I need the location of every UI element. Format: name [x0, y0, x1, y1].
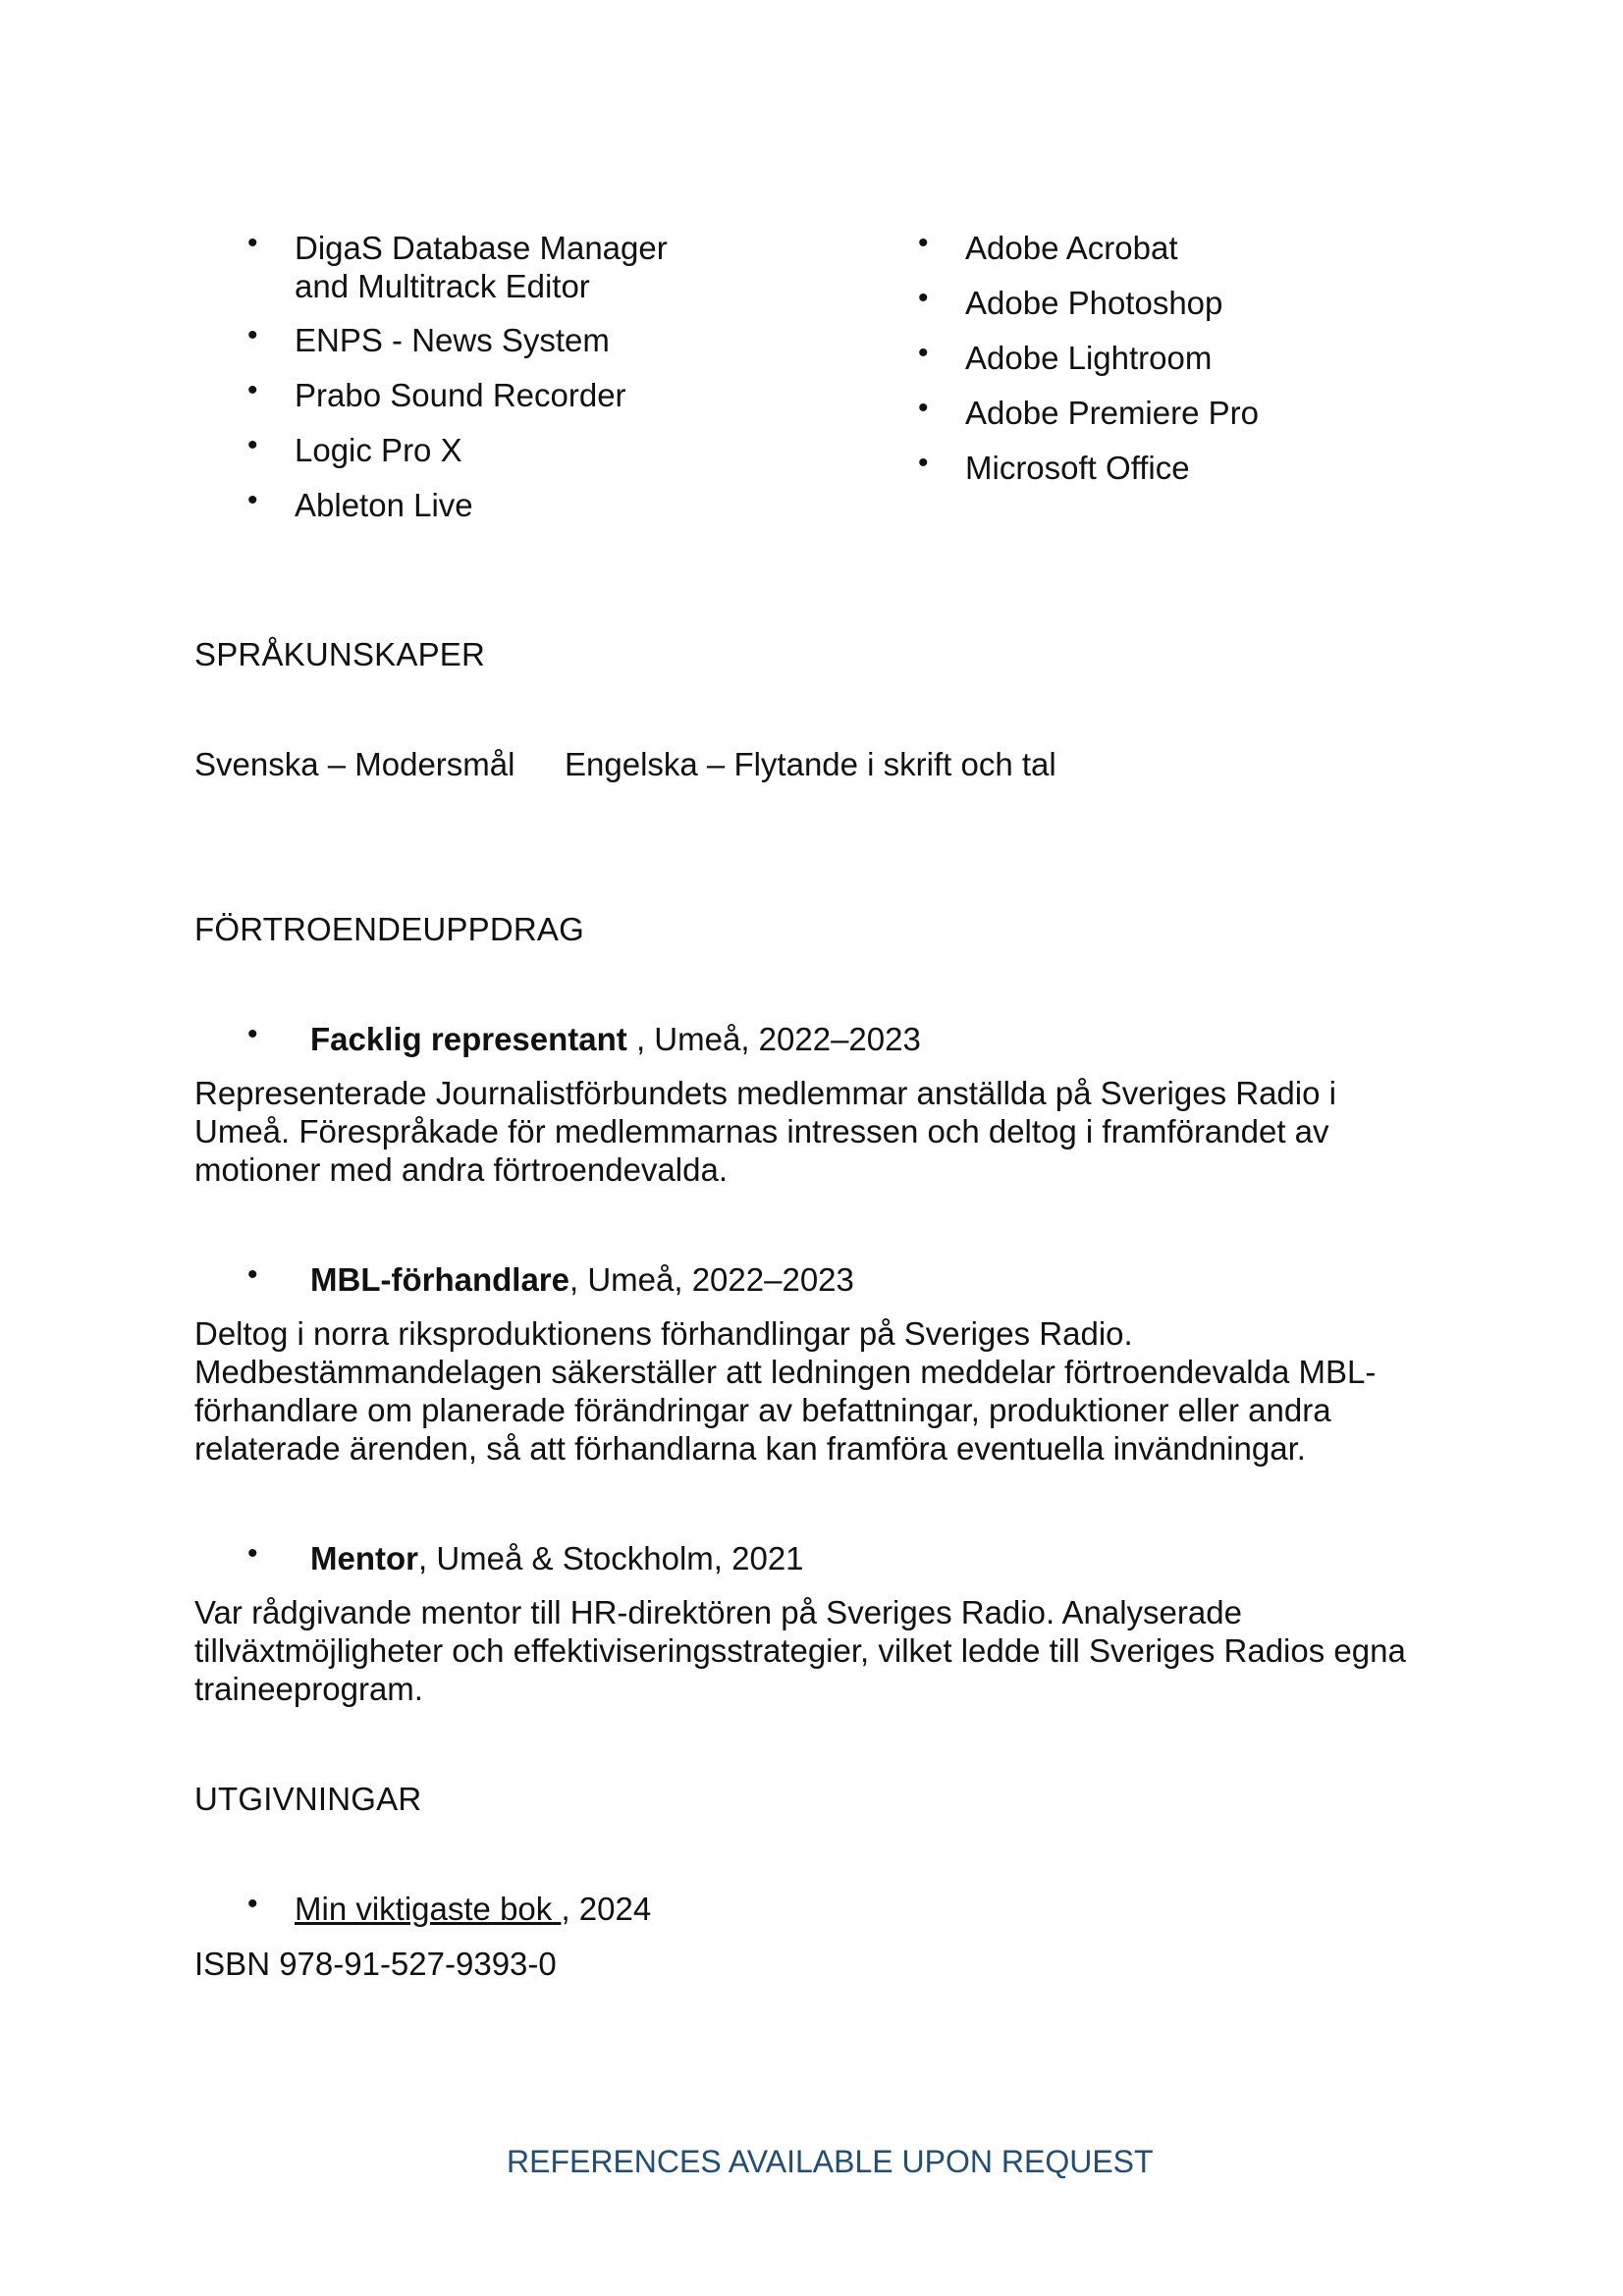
description-line: Representerade Journalistförbundets medlemmar anställda på Sveriges Radio i	[194, 1075, 1336, 1111]
description-line: traineeprogram.	[194, 1671, 423, 1707]
skill-label: Adobe Premiere Pro	[965, 395, 1259, 431]
skill-label: ENPS - News System	[295, 322, 610, 358]
bullet-icon: •	[247, 1888, 258, 1920]
skill-label: Microsoft Office	[965, 450, 1190, 486]
role-meta: , Umeå, 2022–2023	[569, 1261, 854, 1298]
skill-label-line: DigaS Database Manager	[295, 230, 668, 266]
language-swedish: Svenska – Modersmål	[194, 746, 515, 782]
role-description	[194, 1593, 1471, 1708]
bullet-icon: •	[247, 1018, 258, 1050]
language-english: Engelska – Flytande i skrift och tal	[565, 746, 1056, 782]
description-line: Medbestämmandelagen säkerställer att ledningen meddelar förtroendevalda MBL-	[194, 1354, 1377, 1390]
bullet-icon: •	[918, 227, 929, 259]
bullet-icon: •	[247, 1537, 258, 1570]
bullet-icon: •	[918, 447, 929, 479]
description-line: förhandlare om planerade förändringar av befattningar, produktioner eller andra	[194, 1392, 1331, 1428]
languages-heading: SPRÅKUNSKAPER	[194, 636, 486, 672]
description-line: Var rådgivande mentor till HR-direktören på Sveriges Radio. Analyserade	[194, 1594, 1242, 1630]
references-footer: REFERENCES AVAILABLE UPON REQUEST	[507, 2144, 1154, 2179]
bullet-icon: •	[247, 429, 258, 461]
bullet-icon: •	[247, 374, 258, 406]
role-meta: , Umeå, 2022–2023	[626, 1021, 921, 1057]
skill-label: Adobe Acrobat	[965, 230, 1178, 266]
skill-label: Adobe Photoshop	[965, 285, 1223, 321]
description-line: tillväxtmöjligheter och effektiviseringsstrategier, vilket ledde till Sveriges Radios egna	[194, 1632, 1406, 1669]
description-line: Deltog i norra riksproduktionens förhandlingar på Sveriges Radio.	[194, 1315, 1133, 1352]
description-line: motioner med andra förtroendevalda.	[194, 1151, 728, 1188]
bullet-icon: •	[247, 227, 258, 259]
bullet-icon: •	[247, 1258, 258, 1291]
bullet-icon: •	[247, 484, 258, 516]
skill-label: Adobe Lightroom	[965, 340, 1213, 376]
publications-heading: UTGIVNINGAR	[194, 1781, 422, 1817]
bullet-icon: •	[918, 282, 929, 314]
role-description	[194, 1074, 1471, 1189]
publication-year: , 2024	[561, 1891, 652, 1927]
skill-label: Logic Pro X	[295, 432, 462, 468]
description-line: relaterade ärenden, så att förhandlarna kan framföra eventuella invändningar.	[194, 1430, 1306, 1467]
skill-label-line: and Multitrack Editor	[295, 268, 590, 304]
role-title: MBL-förhandlare	[310, 1261, 569, 1298]
trust-heading: FÖRTROENDEUPPDRAG	[194, 911, 584, 947]
publication-isbn: ISBN 978-91-527-9393-0	[194, 1946, 557, 1982]
role-meta: , Umeå & Stockholm, 2021	[418, 1540, 804, 1576]
bullet-icon: •	[247, 319, 258, 351]
skill-label: Ableton Live	[295, 487, 473, 523]
bullet-icon: •	[918, 337, 929, 369]
description-line: Umeå. Förespråkade för medlemmarnas intressen och deltog i framförandet av	[194, 1113, 1329, 1149]
skill-label: Prabo Sound Recorder	[295, 377, 626, 413]
publication-title-link[interactable]: Min viktigaste bok	[295, 1891, 562, 1927]
bullet-icon: •	[918, 392, 929, 424]
role-title: Facklig representant	[310, 1021, 627, 1057]
role-title: Mentor	[310, 1540, 418, 1576]
role-description	[194, 1314, 1471, 1468]
